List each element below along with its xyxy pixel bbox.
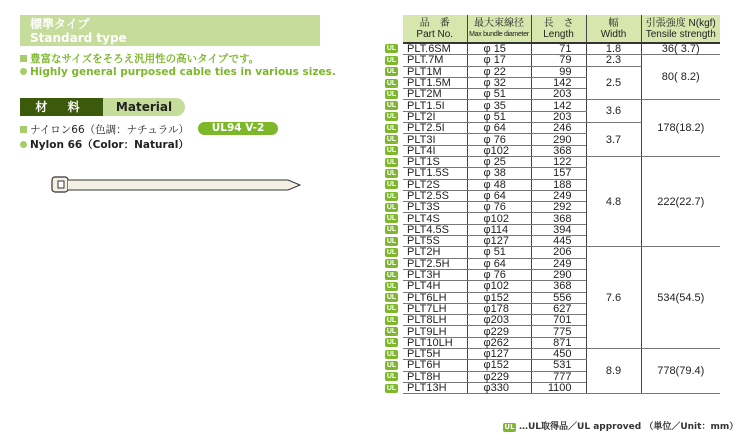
length: 203 (531, 89, 586, 100)
title-en: Standard type (30, 31, 127, 45)
ul-badge-icon: UL (386, 339, 397, 347)
dot-bullet-icon (20, 68, 27, 75)
title-jp: 標準タイプ (30, 17, 90, 31)
max-diameter: φ203 (467, 315, 531, 326)
header-jp: 長 さ (543, 17, 574, 29)
ul-badge-icon: UL (386, 215, 397, 223)
part-number: PLT3H (403, 269, 467, 280)
table-row (403, 100, 720, 111)
width: 3.6 (586, 100, 641, 123)
part-number: PLT2S (403, 179, 467, 190)
max-diameter: φ 15 (467, 43, 531, 55)
length: 445 (531, 236, 586, 247)
max-diameter: φ229 (467, 371, 531, 382)
length: 99 (531, 66, 586, 77)
ul-badge-icon: UL (386, 260, 397, 268)
max-diameter: φ 25 (467, 156, 531, 167)
max-diameter: φ178 (467, 303, 531, 314)
length: 249 (531, 258, 586, 269)
part-number: PLT4I (403, 145, 467, 156)
max-diameter: φ 51 (467, 89, 531, 100)
max-diameter: φ330 (467, 382, 531, 393)
tensile-strength: 80( 8.2) (641, 55, 720, 100)
desc-en-text: Highly general purposed cable ties in various sizes. (30, 66, 336, 78)
part-number: PLT.7M (403, 55, 467, 66)
part-number: PLT6LH (403, 292, 467, 303)
length: 701 (531, 315, 586, 326)
part-number: PLT2I (403, 111, 467, 122)
part-number: PLT1M (403, 66, 467, 77)
part-number: PLT1S (403, 156, 467, 167)
width: 8.9 (586, 349, 641, 394)
material-jp (20, 122, 189, 137)
header-en: Length (543, 28, 574, 40)
material-en (20, 137, 189, 152)
part-number: PLT8LH (403, 315, 467, 326)
tensile-strength: 778(79.4) (641, 349, 720, 394)
ul-badge-icon: UL (386, 158, 397, 166)
length: 188 (531, 179, 586, 190)
max-diameter: φ114 (467, 224, 531, 235)
ul-badge-icon: UL (386, 248, 397, 256)
part-number: PLT3I (403, 134, 467, 145)
square-bullet-icon (20, 126, 27, 133)
material-header (20, 98, 185, 116)
part-number: PLT8H (403, 371, 467, 382)
length: 368 (531, 145, 586, 156)
length: 290 (531, 269, 586, 280)
max-diameter: φ 51 (467, 247, 531, 258)
column-header (586, 15, 641, 43)
max-diameter: φ 32 (467, 77, 531, 88)
length: 775 (531, 326, 586, 337)
width: 7.6 (586, 247, 641, 349)
max-diameter: φ 38 (467, 168, 531, 179)
length: 71 (531, 43, 586, 55)
part-number: PLT3S (403, 202, 467, 213)
ul-badge-icon: UL (386, 136, 397, 144)
length: 394 (531, 224, 586, 235)
part-number: PLT9LH (403, 326, 467, 337)
max-diameter: φ102 (467, 145, 531, 156)
dot-bullet-icon (20, 141, 27, 148)
ul-badge-icon: UL (386, 45, 397, 53)
ul-badge-icon: UL (386, 237, 397, 245)
tensile-strength: 534(54.5) (641, 247, 720, 349)
ul-badge-icon: UL (386, 90, 397, 98)
part-number: PLT2.5S (403, 190, 467, 201)
length: 871 (531, 337, 586, 348)
part-number: PLT2.5I (403, 123, 467, 134)
length: 450 (531, 349, 586, 360)
header-en: Part No. (416, 28, 454, 40)
table-row (403, 43, 720, 55)
max-diameter: φ 76 (467, 134, 531, 145)
desc-jp (20, 51, 259, 66)
ul-badge-icon: UL (386, 373, 397, 381)
part-number: PLT1.5S (403, 168, 467, 179)
ul-badge-icon: UL (386, 124, 397, 132)
length: 142 (531, 100, 586, 111)
ul-badge-icon: UL (386, 384, 397, 392)
max-diameter: φ 76 (467, 202, 531, 213)
footer-text: …UL取得品／UL approved （単位／Unit：mm） (519, 422, 739, 432)
part-number: PLT.6SM (403, 43, 467, 55)
length: 79 (531, 55, 586, 66)
table-row (403, 55, 720, 66)
max-diameter: φ 17 (467, 55, 531, 66)
part-number: PLT2.5H (403, 258, 467, 269)
part-number: PLT4S (403, 213, 467, 224)
width: 1.8 (586, 43, 641, 55)
section-title (20, 15, 320, 46)
column-header (531, 15, 586, 43)
max-diameter: φ 64 (467, 123, 531, 134)
material-label-en: Material (103, 98, 185, 116)
column-header (641, 15, 720, 43)
part-number: PLT5H (403, 349, 467, 360)
ul-badge-icon: UL (386, 113, 397, 121)
header-jp: 最大束線径 (474, 17, 524, 29)
part-number: PLT5S (403, 236, 467, 247)
ul-badge-icon: UL (386, 294, 397, 302)
part-number: PLT4.5S (403, 224, 467, 235)
width: 4.8 (586, 156, 641, 246)
width: 2.3 (586, 55, 641, 66)
column-header (403, 15, 467, 43)
ul-badge-icon: UL (386, 361, 397, 369)
header-en: Tensile strength (645, 28, 716, 40)
ul-badge-icon: UL (386, 56, 397, 64)
max-diameter: φ 64 (467, 190, 531, 201)
ul-badge-icon: UL (386, 147, 397, 155)
ul-badge-icon: UL (386, 68, 397, 76)
part-number: PLT2H (403, 247, 467, 258)
ul-badge-icon: UL (386, 79, 397, 87)
tensile-strength: 36( 3.7) (641, 43, 720, 55)
ul-badge-icon: UL (386, 226, 397, 234)
header-en: Max bundle diameter (469, 30, 529, 38)
table-row (403, 247, 720, 258)
max-diameter: φ262 (467, 337, 531, 348)
part-number: PLT13H (403, 382, 467, 393)
part-number: PLT1.5I (403, 100, 467, 111)
max-diameter: φ152 (467, 292, 531, 303)
material-jp-text: ナイロン66（色調：ナチュラル） (30, 124, 189, 136)
column-header (467, 15, 531, 43)
ul-badge-icon: UL (386, 305, 397, 313)
length: 627 (531, 303, 586, 314)
part-number: PLT6H (403, 360, 467, 371)
width: 2.5 (586, 66, 641, 100)
length: 777 (531, 371, 586, 382)
length: 531 (531, 360, 586, 371)
header-en: Width (600, 28, 627, 40)
part-number: PLT2M (403, 89, 467, 100)
ul-badge-icon: UL (386, 271, 397, 279)
max-diameter: φ229 (467, 326, 531, 337)
part-number: PLT1.5M (403, 77, 467, 88)
ul-badge-icon: UL (386, 350, 397, 358)
desc-en (20, 66, 336, 78)
ul-badge-icon: UL (386, 169, 397, 177)
material-label-jp: 材 料 (20, 98, 103, 116)
part-number: PLT4H (403, 281, 467, 292)
table-row (403, 156, 720, 167)
part-number: PLT7LH (403, 303, 467, 314)
length: 122 (531, 156, 586, 167)
ul-badge-icon: UL (386, 203, 397, 211)
length: 246 (531, 123, 586, 134)
tensile-strength: 178(18.2) (641, 100, 720, 156)
max-diameter: φ 35 (467, 100, 531, 111)
width: 3.7 (586, 123, 641, 157)
length: 368 (531, 213, 586, 224)
square-bullet-icon (20, 55, 27, 62)
length: 157 (531, 168, 586, 179)
max-diameter: φ102 (467, 213, 531, 224)
length: 203 (531, 111, 586, 122)
max-diameter: φ 51 (467, 111, 531, 122)
max-diameter: φ152 (467, 360, 531, 371)
length: 556 (531, 292, 586, 303)
length: 292 (531, 202, 586, 213)
length: 1100 (531, 382, 586, 393)
length: 368 (531, 281, 586, 292)
max-diameter: φ 48 (467, 179, 531, 190)
tensile-strength: 222(22.7) (641, 156, 720, 246)
ul-badge-icon: UL (504, 423, 515, 431)
legend-footer (503, 419, 738, 432)
length: 206 (531, 247, 586, 258)
length: 249 (531, 190, 586, 201)
desc-jp-text: 豊富なサイズをそろえ汎用性の高いタイプです。 (30, 53, 260, 65)
material-en-text: Nylon 66（Color：Natural） (30, 139, 189, 151)
max-diameter: φ 22 (467, 66, 531, 77)
specs-table (403, 15, 720, 394)
length: 290 (531, 134, 586, 145)
max-diameter: φ 64 (467, 258, 531, 269)
max-diameter: φ 76 (467, 269, 531, 280)
header-jp: 品 番 (419, 17, 450, 29)
max-diameter: φ102 (467, 281, 531, 292)
ul-badge-icon: UL (386, 192, 397, 200)
max-diameter: φ127 (467, 349, 531, 360)
flammability-badge: UL94 V-2 (198, 122, 278, 135)
header-jp: 引張強度 N(kgf) (645, 17, 716, 29)
cable-tie-image (50, 174, 305, 196)
header-jp: 幅 (608, 17, 619, 29)
max-diameter: φ127 (467, 236, 531, 247)
ul-badge-icon: UL (386, 328, 397, 336)
ul-badge-icon: UL (386, 181, 397, 189)
length: 142 (531, 77, 586, 88)
part-number: PLT10LH (403, 337, 467, 348)
table-row (403, 349, 720, 360)
ul-badge-icon: UL (386, 316, 397, 324)
ul-badge-icon: UL (386, 102, 397, 110)
ul-badge-icon: UL (386, 282, 397, 290)
